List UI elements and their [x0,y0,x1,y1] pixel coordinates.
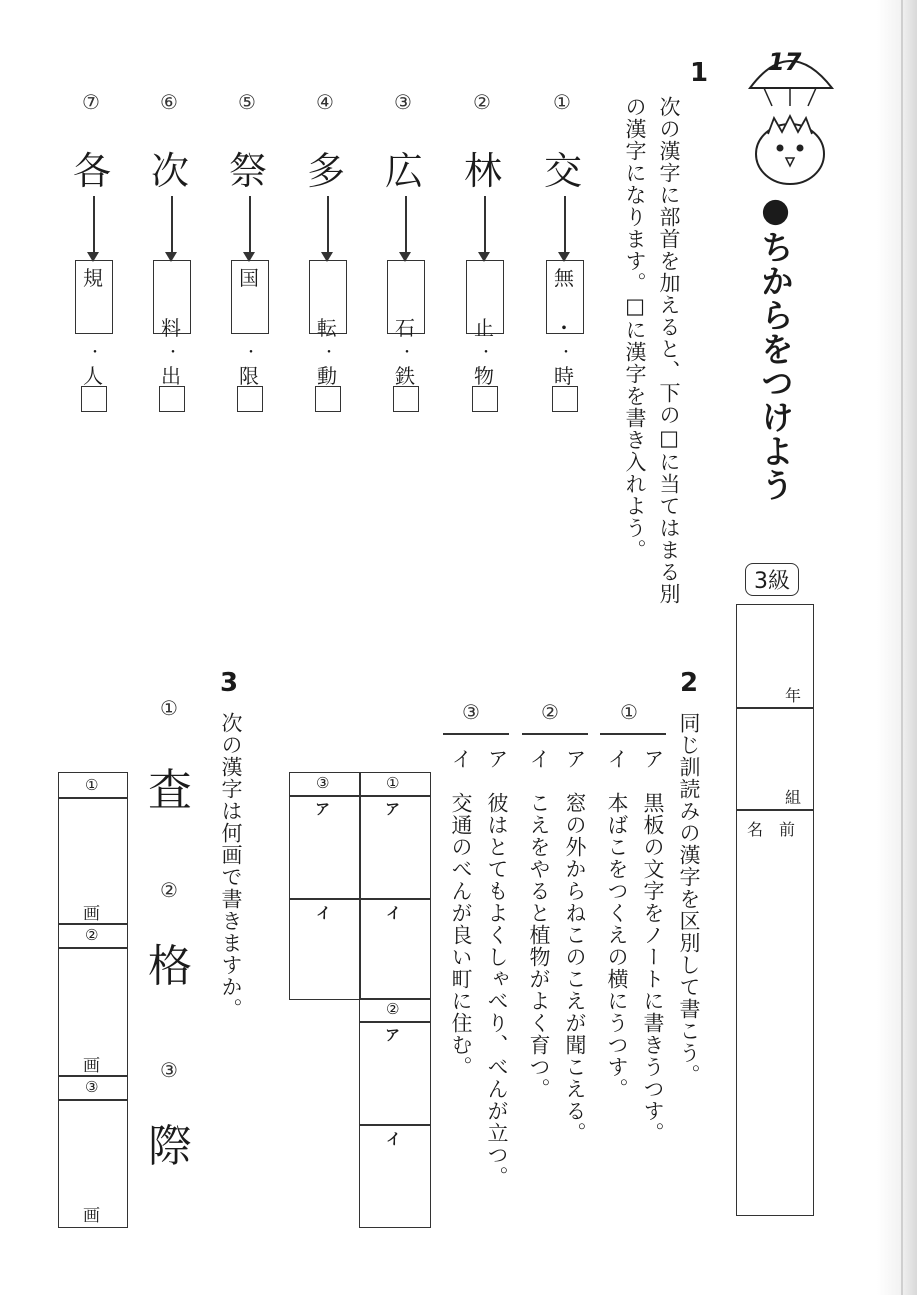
s1-item-kanji: 広 [385,149,424,193]
s1-second-char: 料 [161,316,181,340]
s3-cell-2-num: ② [85,926,99,944]
s2-row-line-mid [289,898,430,900]
s1-item-number: ⑤ [238,90,256,114]
s2-answer-3i[interactable] [291,920,357,996]
s1-item-kanji: 次 [151,149,190,193]
s1-dot: ・ [400,345,414,361]
s1-dot: ・ [244,345,258,361]
grade-badge: 3級 [745,563,799,596]
s2-item-1-number: ① [620,700,638,724]
s1-item-number: ② [473,90,491,114]
s1-clue-char: 国 [239,266,259,290]
s3-item-1-kanji: 査 [148,765,192,816]
s2-row2-line-mid [359,1124,430,1126]
s3-cell-1-num: ① [85,776,99,794]
s1-item-kanji: 祭 [229,149,268,193]
s2-item-2-a: ア 窓の外からねこのこえが聞こえる。 [563,748,587,1144]
s3-item-3-number: ③ [160,1058,178,1082]
s2-item-3-number: ③ [462,700,480,724]
name-write-area[interactable] [737,811,813,1211]
name-box [736,604,814,1216]
s2-cell-1-i: イ [386,904,402,922]
s2-item-2-number: ② [541,700,559,724]
s1-second-char: ・ [554,316,574,340]
s3-item-3-kanji: 際 [148,1121,192,1172]
s2-item-3-i: イ 交通のべんが良い町に住む。 [449,748,473,1078]
s1-small-box[interactable] [159,386,185,412]
s1-third-char: 出 [161,364,181,388]
s2-item-1-a: ア 黒板の文字をノートに書きうつす。 [641,748,665,1144]
s1-arrow-line [564,196,566,254]
s3-answer-1[interactable] [61,799,125,897]
lesson-badge [742,36,838,186]
s1-clue-char: 規 [83,266,103,290]
s2-bracket-3 [443,733,509,735]
section-1-instruction: 次の漢字に部首を加えると、下の□に当てはまる別の漢字になります。□に漢字を書き入れよう。 [623,96,681,605]
s3-answer-3[interactable] [61,1101,125,1199]
s1-second-char: 止 [474,316,494,340]
s3-item-2-number: ② [160,878,178,902]
s1-arrow-line [327,196,329,254]
s1-second-char: 石 [395,316,415,340]
s2-cell-3-num: ③ [316,774,330,792]
s1-second-char: 転 [317,316,337,340]
name-label: 名 前 [747,820,796,839]
s2-cell-3-i: イ [316,904,332,922]
s2-bracket-2 [522,733,588,735]
s1-dot: ・ [322,345,336,361]
s1-arrow-line [171,196,173,254]
s1-third-char: 人 [83,364,103,388]
s1-clue-char: 無 [554,266,574,290]
s1-item-number: ① [553,90,571,114]
section-3-number: 3 [220,668,239,698]
s1-arrow-line [93,196,95,254]
s2-cell-1-num: ① [386,774,400,792]
s1-item-kanji: 多 [307,149,346,193]
s2-bracket-1 [600,733,666,735]
s1-small-box[interactable] [393,386,419,412]
s1-answer-box[interactable] [231,260,269,334]
s1-item-kanji: 交 [544,149,583,193]
lesson-number: 17 [768,48,802,76]
s1-item-kanji: 林 [464,149,503,193]
s2-answer-1a[interactable] [361,818,427,896]
s1-small-box[interactable] [315,386,341,412]
s1-item-kanji: 各 [73,149,112,193]
s2-cell-2-num: ② [386,1000,400,1018]
s1-dot: ・ [479,345,493,361]
name-box-divider-1 [737,707,813,709]
s1-arrow-line [249,196,251,254]
s1-small-box[interactable] [237,386,263,412]
section-2-number: 2 [680,668,699,698]
s1-small-box[interactable] [552,386,578,412]
s2-cell-3-a: ア [315,800,331,818]
s1-third-char: 物 [474,364,494,388]
s1-arrow-line [484,196,486,254]
page-spine [901,0,903,1295]
s1-third-char: 時 [554,364,574,388]
s1-arrow-line [405,196,407,254]
s1-third-char: 鉄 [395,364,415,388]
s2-item-2-i: イ こえをやると植物がよく育つ。 [527,748,551,1100]
s3-unit-1: 画 [83,904,100,924]
s1-dot: ・ [559,345,573,361]
s1-small-box[interactable] [472,386,498,412]
s3-item-2-kanji: 格 [148,941,192,992]
s1-small-box[interactable] [81,386,107,412]
s3-item-1-number: ① [160,696,178,720]
s1-item-number: ③ [394,90,412,114]
s2-answer-3a[interactable] [291,818,357,896]
s2-item-1-i: イ 本ばこをつくえの横にうつす。 [605,748,629,1100]
s1-item-number: ⑦ [82,90,100,114]
s3-unit-3: 画 [83,1206,100,1226]
s2-answer-2i[interactable] [361,1146,427,1224]
s2-cell-2-i: イ [386,1130,402,1148]
s1-item-number: ⑥ [160,90,178,114]
s2-row2-line-top [359,1021,430,1023]
section-2-instruction: 同じ訓読みの漢字を区別して書こう。 [677,712,701,1086]
section-3-instruction: 次の漢字は何画で書きますか。 [219,712,243,1020]
s1-dot: ・ [88,345,102,361]
s2-answer-1i[interactable] [361,920,427,996]
page-title: ●ちからをつけよう [756,190,795,502]
s3-unit-2: 画 [83,1056,100,1076]
s2-cell-2-a: ア [385,1026,401,1044]
s3-answer-2[interactable] [61,949,125,1049]
s3-answer-table [58,772,128,1228]
page-edge-shadow [877,0,917,1295]
s1-item-number: ④ [316,90,334,114]
year-label: 年 [785,686,802,705]
s2-cell-1-a: ア [385,800,401,818]
s2-row-line-top [289,795,430,797]
s1-answer-box[interactable] [75,260,113,334]
class-label: 組 [785,788,802,807]
s2-answer-2a[interactable] [361,1044,427,1122]
s3-cell-3-num: ③ [85,1078,99,1096]
s1-third-char: 限 [239,364,259,388]
s1-dot: ・ [166,345,180,361]
section-1-number: 1 [690,58,709,88]
s2-item-3-a: ア 彼はとてもよくしゃべり、べんが立つ。 [485,748,509,1188]
s1-third-char: 動 [317,364,337,388]
